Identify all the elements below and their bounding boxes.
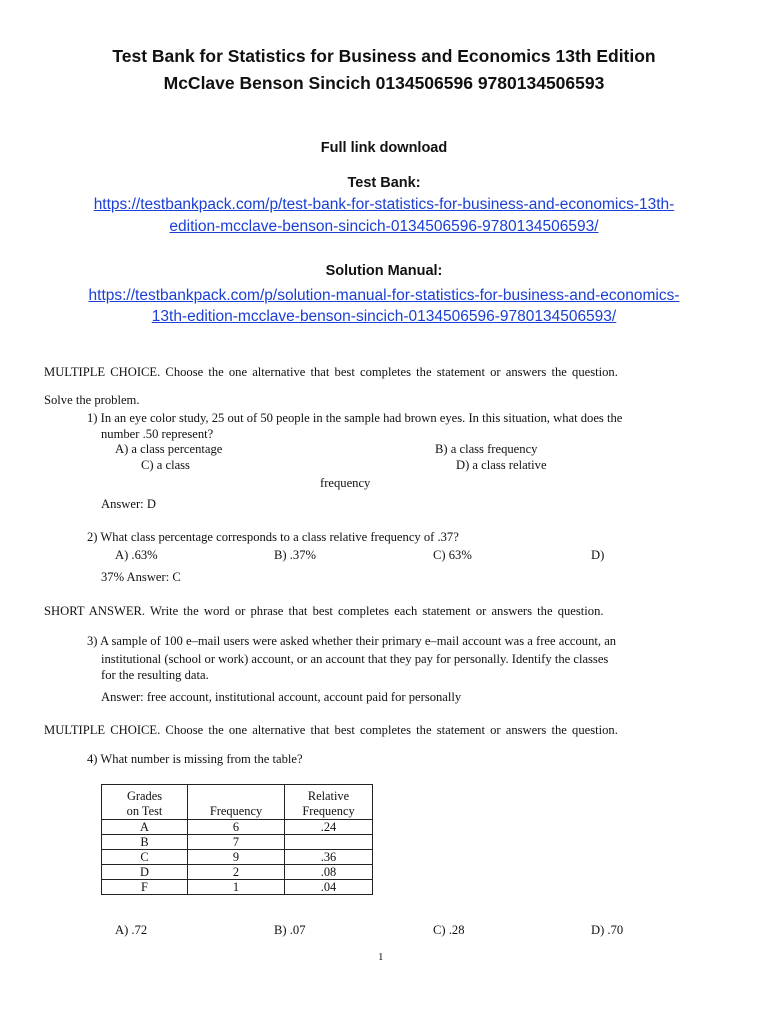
section-header-multiple-choice: MULTIPLE CHOICE. Choose the one alternative that best completes the statement or answers the question. xyxy=(44,365,618,379)
table-cell: F xyxy=(102,880,188,895)
table-cell: C xyxy=(102,850,188,865)
question-4-option-a: A) .72 xyxy=(115,923,148,937)
question-1-answer: Answer: D xyxy=(101,497,156,511)
question-4-option-b: B) .07 xyxy=(274,923,306,937)
header-text: Grades xyxy=(126,789,163,803)
test-bank-label: Test Bank: xyxy=(347,175,421,191)
header-text: Relative xyxy=(307,789,350,803)
table-cell: .08 xyxy=(285,865,373,880)
table-header-row xyxy=(102,785,373,820)
question-2-answer: 37% Answer: C xyxy=(101,570,181,584)
question-1-option-a: A) a class percentage xyxy=(115,442,223,456)
question-4-option-c: C) .28 xyxy=(433,923,465,937)
table-cell: .36 xyxy=(285,850,373,865)
table-row xyxy=(102,850,373,865)
grades-table xyxy=(101,784,373,895)
question-3-text-cont: institutional (school or work) account, or an account that they pay for personally. Identify the classes xyxy=(101,652,609,666)
question-2-option-b: B) .37% xyxy=(274,548,316,562)
header-text: on Test xyxy=(126,804,163,818)
question-4-option-d: D) .70 xyxy=(591,923,624,937)
table-row xyxy=(102,880,373,895)
test-bank-link-line2[interactable]: edition-mcclave-benson-sincich-0134506596-9780134506593/ xyxy=(169,218,599,235)
full-link-heading: Full link download xyxy=(320,140,448,156)
question-3-text-cont2: for the resulting data. xyxy=(101,668,209,682)
solution-manual-link-line2[interactable]: 13th-edition-mcclave-benson-sincich-0134506596-9780134506593/ xyxy=(151,308,617,325)
question-1-option-c: C) a class xyxy=(141,458,190,472)
table-cell: D xyxy=(102,865,188,880)
table-cell: 1 xyxy=(188,880,285,895)
test-bank-link-line1[interactable]: https://testbankpack.com/p/test-bank-for-statistics-for-business-and-economics-13th- xyxy=(93,196,675,213)
table-cell: .24 xyxy=(285,820,373,835)
section-header-multiple-choice-2: MULTIPLE CHOICE. Choose the one alternative that best completes the statement or answers the question. xyxy=(44,723,618,737)
question-1-text-cont: number .50 represent? xyxy=(101,427,214,441)
table-header-frequency xyxy=(188,785,285,820)
question-2-option-d: D) xyxy=(591,548,605,562)
solution-manual-label: Solution Manual: xyxy=(325,263,443,279)
table-cell: 2 xyxy=(188,865,285,880)
table-row xyxy=(102,820,373,835)
table-header-grades xyxy=(102,785,188,820)
question-1-option-b: B) a class frequency xyxy=(435,442,538,456)
question-3-text: 3) A sample of 100 e–mail users were asked whether their primary e–mail account was a free account, an xyxy=(87,634,617,648)
header-text: Frequency xyxy=(302,804,355,818)
table-cell: A xyxy=(102,820,188,835)
question-4-text: 4) What number is missing from the table? xyxy=(87,752,303,766)
document-title-line2: McClave Benson Sincich 0134506596 9780134506593 xyxy=(163,73,605,93)
question-3-answer: Answer: free account, institutional account, account paid for personally xyxy=(101,690,462,704)
question-1-option-d-cont: frequency xyxy=(320,476,371,490)
table-row xyxy=(102,865,373,880)
table-cell xyxy=(285,835,373,850)
solution-manual-link-line1[interactable]: https://testbankpack.com/p/solution-manual-for-statistics-for-business-and-economics- xyxy=(88,287,680,304)
table-cell: .04 xyxy=(285,880,373,895)
table-cell: 9 xyxy=(188,850,285,865)
question-2-option-a: A) .63% xyxy=(115,548,158,562)
header-text: Frequency xyxy=(209,804,263,818)
question-2-option-c: C) 63% xyxy=(433,548,472,562)
question-1-option-d: D) a class relative xyxy=(456,458,547,472)
page-number: 1 xyxy=(378,951,384,963)
table-cell: 6 xyxy=(188,820,285,835)
table-header-relative-frequency xyxy=(285,785,373,820)
question-1-text: 1) In an eye color study, 25 out of 50 people in the sample had brown eyes. In this situation, what does the xyxy=(87,411,623,425)
table-cell: B xyxy=(102,835,188,850)
table-cell: 7 xyxy=(188,835,285,850)
document-title-line1: Test Bank for Statistics for Business and Economics 13th Edition xyxy=(112,46,656,66)
section-header-short-answer: SHORT ANSWER. Write the word or phrase that best completes each statement or answers the question. xyxy=(44,604,604,618)
question-2-text: 2) What class percentage corresponds to a class relative frequency of .37? xyxy=(87,530,459,544)
instruction-solve: Solve the problem. xyxy=(44,393,140,407)
table-row xyxy=(102,835,373,850)
